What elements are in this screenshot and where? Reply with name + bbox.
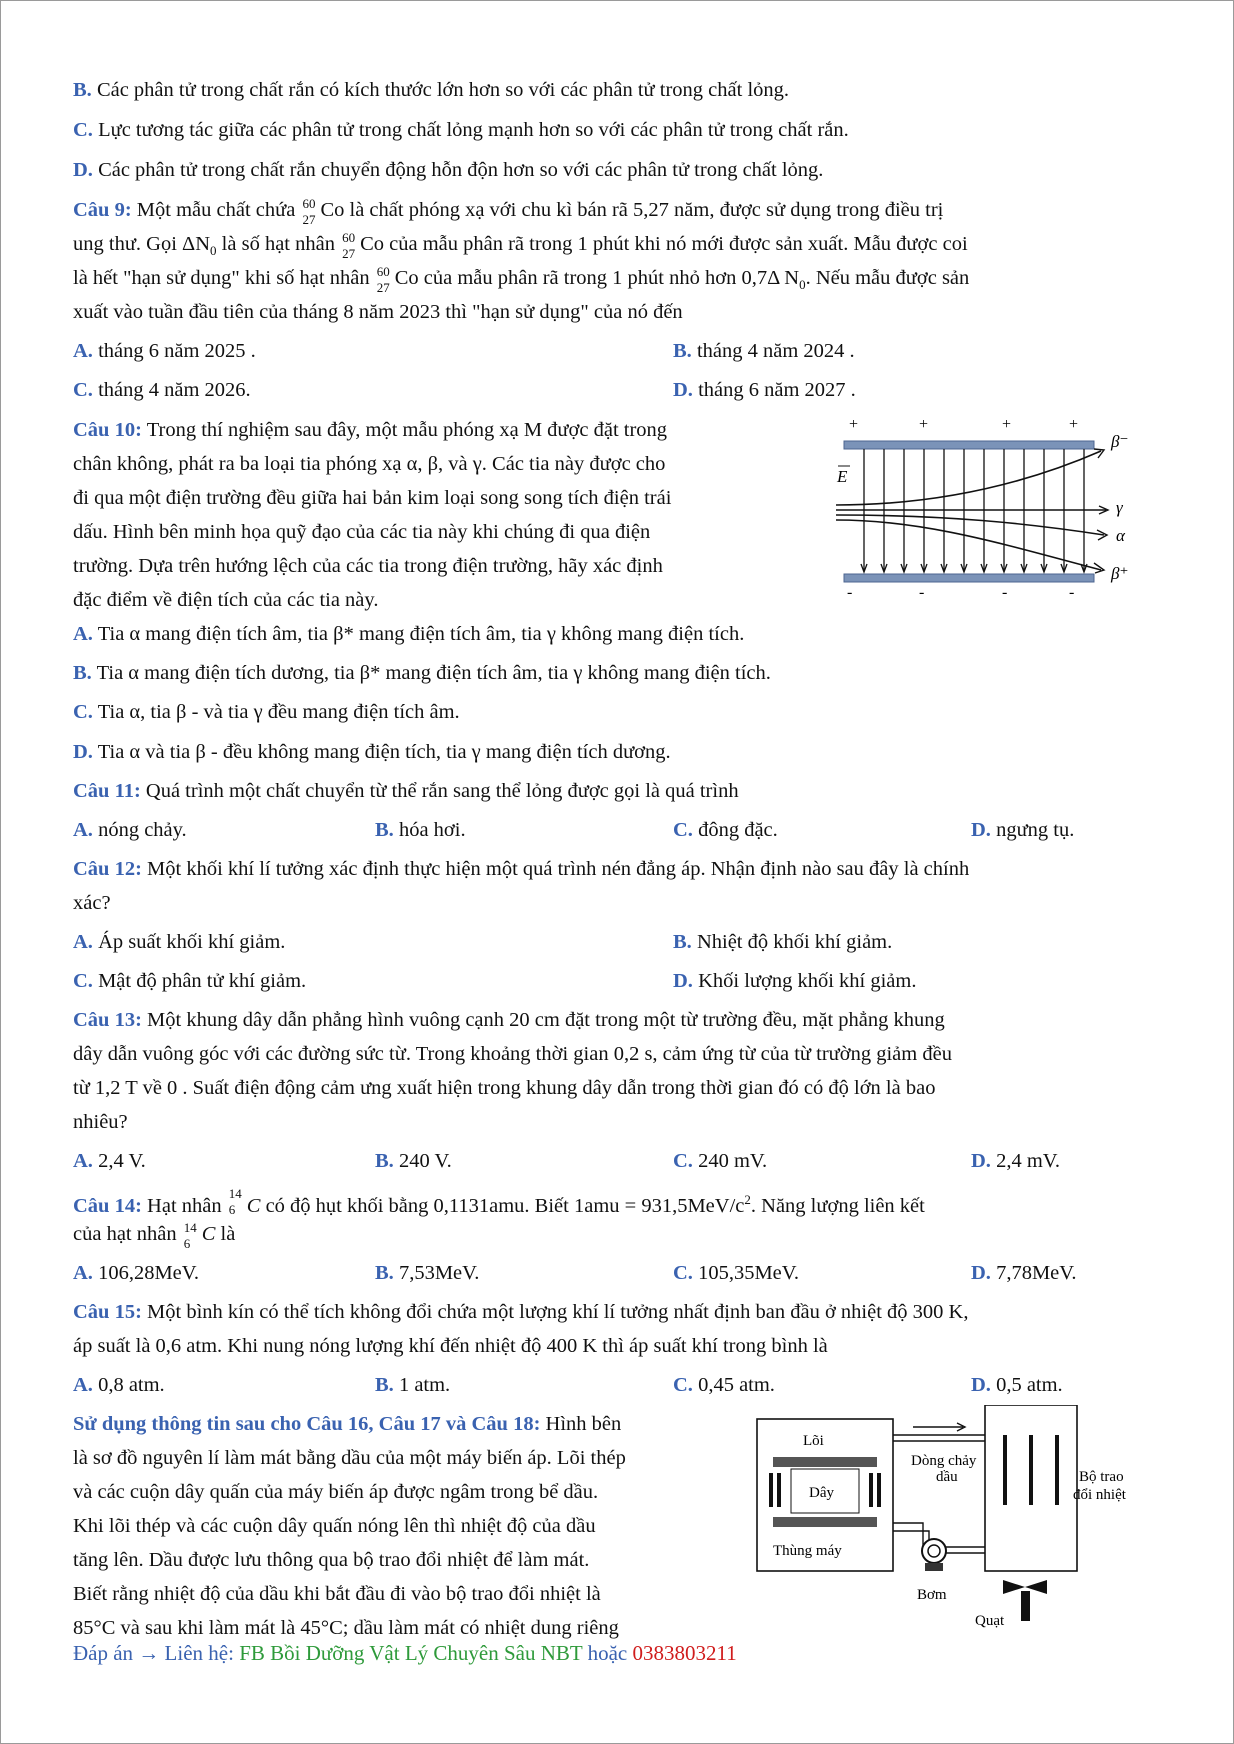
alpha-label: α <box>1116 526 1125 545</box>
q12-stem-line2: xác? <box>73 892 111 914</box>
q13-stem-line3: từ 1,2 T về 0 . Suất điện động cảm ưng xuất hiện trong khung dây dẫn trong thời gian đó có độ lớn là bao <box>73 1077 936 1099</box>
pump-icon <box>922 1539 946 1563</box>
plus-sign: + <box>849 416 859 433</box>
q13-stem-line2: dây dẫn vuông góc với các đường sức từ. Trong khoảng thời gian 0,2 s, cảm ứng từ của từ trường giảm đều <box>73 1043 952 1065</box>
info-line3: và các cuộn dây quấn của máy biến áp được ngâm trong bể dầu. <box>73 1481 599 1503</box>
q14-option-b: B. 7,53MeV. <box>375 1262 480 1284</box>
minus-sign: - <box>1069 584 1075 599</box>
q13-stem-line1: Câu 13: Một khung dây dẫn phẳng hình vuông cạnh 20 cm đặt trong một từ trường đều, mặt phẳng khung <box>73 1009 945 1031</box>
minus-sign: - <box>919 584 925 599</box>
q15-option-a: A. 0,8 atm. <box>73 1374 165 1396</box>
q9-stem-line1: Câu 9: Một mẫu chất chứa 60 27 Co là chất phóng xạ với chu kì bán rã 5,27 năm, được sử dụng trong điều trị <box>73 196 944 227</box>
coil-right-outer <box>877 1473 881 1507</box>
q12-option-b: B. Nhiệt độ khối khí giảm. <box>673 931 893 953</box>
top-plate <box>844 441 1094 449</box>
q8-option-d: D. Các phân tử trong chất rắn chuyển động hỗn độn hơn so với các phân tử trong chất lỏng. <box>73 159 824 181</box>
core-bottom <box>773 1517 877 1527</box>
q13-option-a: A. 2,4 V. <box>73 1150 146 1172</box>
info-line6: Biết rằng nhiệt độ của dầu khi bắt đầu đi vào bộ trao đổi nhiệt là <box>73 1583 601 1605</box>
q8-option-c: C. Lực tương tác giữa các phân tử trong chất lỏng mạnh hơn so với các phân tử trong chất rắn. <box>73 119 849 141</box>
q13-stem-line4: nhiêu? <box>73 1111 128 1133</box>
footer-contact: Đáp án → Liên hệ: FB Bồi Dưỡng Vật Lý Chuyên Sâu NBT hoặc 0383803211 <box>73 1641 737 1665</box>
q12-option-c: C. Mật độ phân tử khí giảm. <box>73 970 307 992</box>
minus-sign: - <box>847 584 853 599</box>
q9-stem-line3: là hết "hạn sử dụng" khi số hạt nhân 60 27 Co của mẫu phân rã trong 1 phút nhỏ hơn 0,7Δ $N_0$. Nếu mẫu được sản <box>73 264 970 295</box>
q13-option-d: D. 2,4 mV. <box>971 1150 1061 1172</box>
heat-exchanger-label: đổi nhiệt <box>1073 1487 1126 1503</box>
q11-option-c: C. đông đặc. <box>673 819 778 841</box>
plus-sign: + <box>1069 416 1079 433</box>
info-line7: 85°C và sau khi làm mát là 45°C; dầu làm mát có nhiệt dung riêng <box>73 1617 619 1639</box>
beta-plus-label: β⁺ <box>1111 564 1129 583</box>
info-line1: Sử dụng thông tin sau cho Câu 16, Câu 17 và Câu 18: Hình bên <box>73 1413 622 1435</box>
q13-option-b: B. 240 V. <box>375 1150 452 1172</box>
q11-option-b: B. hóa hơi. <box>375 819 466 841</box>
q10-stem-line2: chân không, phát ra ba loại tia phóng xạ α, β, và γ. Các tia này được cho <box>73 453 666 475</box>
coil-left-inner <box>777 1473 781 1507</box>
fan-label: Quạt <box>975 1613 1005 1629</box>
q9-option-a: A. tháng 6 năm 2025 . <box>73 340 256 362</box>
q12-stem-line1: Câu 12: Một khối khí lí tưởng xác định thực hiện một quá trình nén đẳng áp. Nhận định nào sau đây là chính <box>73 858 970 880</box>
q15-option-d: D. 0,5 atm. <box>971 1374 1063 1396</box>
q15-stem-line1: Câu 15: Một bình kín có thể tích không đổi chứa một lượng khí lí tưởng nhất định ban đầu ở nhiệt độ 300 K, <box>73 1301 969 1323</box>
coil-label: Dây <box>809 1485 834 1501</box>
gamma-label: γ <box>1116 498 1123 517</box>
q9-stem-line4: xuất vào tuần đầu tiên của tháng 8 năm 2023 thì "hạn sử dụng" của nó đến <box>73 301 683 323</box>
ray-trajectories <box>836 451 1106 570</box>
oil-flow-label: Dòng chảy <box>911 1453 977 1469</box>
info-line4: Khi lõi thép và các cuộn dây quấn nóng lên thì nhiệt độ của dầu <box>73 1515 596 1537</box>
q9-option-c: C. tháng 4 năm 2026. <box>73 379 251 401</box>
core-top <box>773 1457 877 1467</box>
q15-stem-line2: áp suất là 0,6 atm. Khi nung nóng lượng khí đến nhiệt độ 400 K thì áp suất khí trong bình là <box>73 1335 828 1357</box>
q11-option-a: A. nóng chảy. <box>73 819 187 841</box>
bottom-plate <box>844 574 1094 582</box>
q10-stem-line1: Câu 10: Trong thí nghiệm sau đây, một mẫu phóng xạ M được đặt trong <box>73 419 668 441</box>
q11-stem: Câu 11: Quá trình một chất chuyển từ thể rắn sang thể lỏng được gọi là quá trình <box>73 780 739 802</box>
q13-option-c: C. 240 mV. <box>673 1150 768 1172</box>
q10-stem-line3: đi qua một điện trường đều giữa hai bản kim loại song song tích điện trái <box>73 487 672 509</box>
q10-stem-line6: đặc điểm về điện tích của các tia này. <box>73 589 379 611</box>
q9-stem-line2: ung thư. Gọi $\Delta N_0$ là số hạt nhân 60 27 Co của mẫu phân rã trong 1 phút khi nó mới được sản xuất. Mẫu được coi <box>73 230 968 261</box>
transformer-cooling-diagram <box>753 1405 1153 1631</box>
heat-exchanger-label: Bộ trao <box>1079 1469 1124 1485</box>
core-label: Lõi <box>803 1433 824 1449</box>
q12-option-d: D. Khối lượng khối khí giảm. <box>673 970 917 992</box>
coil-left-outer <box>769 1473 773 1507</box>
plus-sign: + <box>919 416 929 433</box>
q14-option-a: A. 106,28MeV. <box>73 1262 200 1284</box>
plus-sign: + <box>1002 416 1012 433</box>
q10-stem-line4: dấu. Hình bên minh họa quỹ đạo của các tia này khi chúng đi qua điện <box>73 521 651 543</box>
q14-option-d: D. 7,78MeV. <box>971 1262 1077 1284</box>
beta-minus-label: β⁻ <box>1111 432 1129 451</box>
q9-option-b: B. tháng 4 năm 2024 . <box>673 340 855 362</box>
tank-label: Thùng máy <box>773 1543 842 1559</box>
electric-field-diagram <box>836 413 1146 599</box>
q14-option-c: C. 105,35MeV. <box>673 1262 800 1284</box>
q11-option-d: D. ngưng tụ. <box>971 819 1075 841</box>
info-line5: tăng lên. Dầu được lưu thông qua bộ trao đổi nhiệt để làm mát. <box>73 1549 590 1571</box>
q9-option-d: D. tháng 6 năm 2027 . <box>673 379 856 401</box>
q15-option-c: C. 0,45 atm. <box>673 1374 775 1396</box>
info-line2: là sơ đồ nguyên lí làm mát bằng dầu của một máy biến áp. Lõi thép <box>73 1447 626 1469</box>
q10-option-a: A. Tia α mang điện tích âm, tia β* mang điện tích âm, tia γ không mang điện tích. <box>73 623 745 645</box>
q10-option-d: D. Tia α và tia β - đều không mang điện tích, tia γ mang điện tích dương. <box>73 741 671 763</box>
field-label: E <box>837 467 848 486</box>
q10-option-c: C. Tia α, tia β - và tia γ đều mang điện tích âm. <box>73 701 460 723</box>
q8-option-b: B. Các phân tử trong chất rắn có kích thước lớn hơn so với các phân tử trong chất lỏng. <box>73 79 790 101</box>
q14-stem-line1: Câu 14: Hạt nhân 14 6 C có độ hụt khối bằng 0,1131amu. Biết $1amu = 931,5MeV/c^2$. Năng lượng liên kết <box>73 1186 925 1217</box>
q10-stem-line5: trường. Dựa trên hướng lệch của các tia trong điện trường, hãy xác định <box>73 555 663 577</box>
pump-label: Bơm <box>917 1587 947 1603</box>
coil-right-inner <box>869 1473 873 1507</box>
q10-option-b: B. Tia α mang điện tích dương, tia β* mang điện tích âm, tia γ không mang điện tích. <box>73 662 771 684</box>
q14-stem-line2: của hạt nhân 14 6 C là <box>73 1220 236 1251</box>
q15-option-b: B. 1 atm. <box>375 1374 451 1396</box>
q12-option-a: A. Áp suất khối khí giảm. <box>73 931 286 953</box>
oil-flow-label: dầu <box>936 1469 958 1485</box>
minus-sign: - <box>1002 584 1008 599</box>
